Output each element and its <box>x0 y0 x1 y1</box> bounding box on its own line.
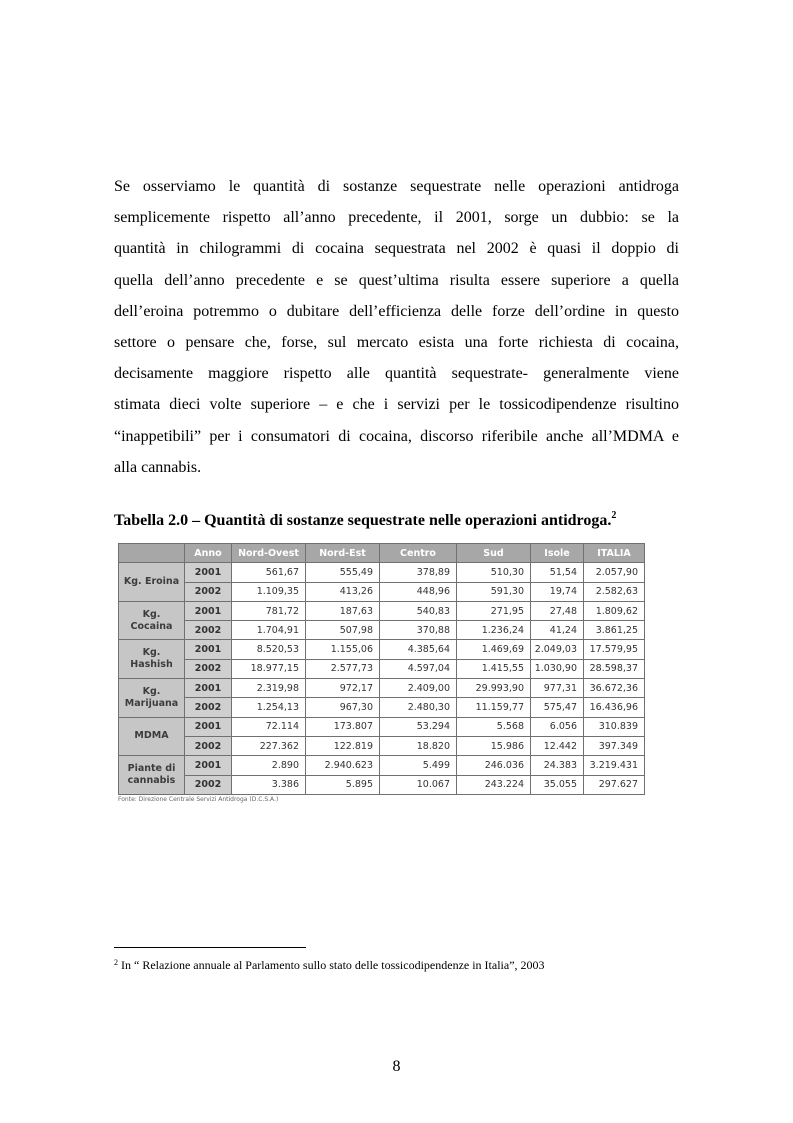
table-cell: 1.236,24 <box>457 621 531 640</box>
table-row <box>119 563 645 582</box>
table-cell: 29.993,90 <box>457 679 531 698</box>
seizures-table <box>118 543 645 795</box>
row-year: 2002 <box>185 621 232 640</box>
footnote-text: In “ Relazione annuale al Parlamento sullo stato delle tossicodipendenze in Italia”, 2003 <box>121 958 545 972</box>
table-cell: 448,96 <box>380 582 457 601</box>
table-cell: 561,67 <box>232 563 306 582</box>
row-category-label: Kg. Eroina <box>119 563 185 602</box>
table-cell: 17.579,95 <box>584 640 645 659</box>
table-cell: 271,95 <box>457 601 531 620</box>
table-cell: 2.319,98 <box>232 679 306 698</box>
table-cell: 243.224 <box>457 775 531 794</box>
table-cell: 8.520,53 <box>232 640 306 659</box>
row-year: 2001 <box>185 640 232 659</box>
table-cell: 5.568 <box>457 717 531 736</box>
table-cell: 378,89 <box>380 563 457 582</box>
table-cell: 1.469,69 <box>457 640 531 659</box>
body-line: quantità in chilogrammi di cocaina sequestrata nel 2002 è quasi il doppio di <box>114 240 679 258</box>
table-cell: 4.385,64 <box>380 640 457 659</box>
row-year: 2002 <box>185 659 232 678</box>
table-cell: 2.480,30 <box>380 698 457 717</box>
footnote-reference[interactable]: 2 <box>611 510 617 521</box>
footnote <box>114 958 545 973</box>
table-cell: 370,88 <box>380 621 457 640</box>
table-row <box>119 717 645 736</box>
column-header-sud: Sud <box>457 544 531 563</box>
column-header-nord-ovest: Nord-Ovest <box>232 544 306 563</box>
table-cell: 12.442 <box>531 736 584 755</box>
table-cell: 19,74 <box>531 582 584 601</box>
table-cell: 3.219.431 <box>584 756 645 775</box>
table-cell: 575,47 <box>531 698 584 717</box>
table-cell: 555,49 <box>306 563 380 582</box>
table-caption <box>114 510 616 530</box>
table-cell: 977,31 <box>531 679 584 698</box>
column-header-isole: Isole <box>531 544 584 563</box>
table-cell: 72.114 <box>232 717 306 736</box>
table-cell: 781,72 <box>232 601 306 620</box>
table-header-row <box>119 544 645 563</box>
column-header-anno: Anno <box>185 544 232 563</box>
table-cell: 18.820 <box>380 736 457 755</box>
row-year: 2001 <box>185 717 232 736</box>
table-cell: 413,26 <box>306 582 380 601</box>
column-header-italia: ITALIA <box>584 544 645 563</box>
table-cell: 41,24 <box>531 621 584 640</box>
table-cell: 2.940.623 <box>306 756 380 775</box>
table-row <box>119 582 645 601</box>
body-line: dell’eroina potremmo o dubitare dell’efficienza delle forze dell’ordine in questo <box>114 302 679 320</box>
body-line: “inappetibili” per i consumatori di cocaina, discorso riferibile anche all’MDMA e <box>114 427 679 445</box>
table-cell: 36.672,36 <box>584 679 645 698</box>
table-row <box>119 601 645 620</box>
table-cell: 5.895 <box>306 775 380 794</box>
table-cell: 6.056 <box>531 717 584 736</box>
table-cell: 4.597,04 <box>380 659 457 678</box>
row-year: 2002 <box>185 582 232 601</box>
row-category-label: Kg. Cocaina <box>119 601 185 640</box>
row-year: 2002 <box>185 736 232 755</box>
table-cell: 18.977,15 <box>232 659 306 678</box>
footnote-separator <box>114 947 306 948</box>
body-line: quella dell’anno precedente e se quest’ultima risulta essere superiore a quella <box>114 271 679 289</box>
table-cell: 2.049,03 <box>531 640 584 659</box>
table-cell: 2.582,63 <box>584 582 645 601</box>
table-cell: 310.839 <box>584 717 645 736</box>
table-cell: 10.067 <box>380 775 457 794</box>
table-cell: 2.057,90 <box>584 563 645 582</box>
table-cell: 122.819 <box>306 736 380 755</box>
row-year: 2001 <box>185 563 232 582</box>
body-line: settore o pensare che, forse, sul mercato esista una forte richiesta di cocaina, <box>114 333 679 351</box>
body-paragraph <box>114 171 679 483</box>
body-line: alla cannabis. <box>114 458 202 476</box>
table-cell: 591,30 <box>457 582 531 601</box>
table-cell: 1.809,62 <box>584 601 645 620</box>
table-cell: 2.577,73 <box>306 659 380 678</box>
body-line: stimata dieci volte superiore – e che i servizi per le tossicodipendenze risultino <box>114 396 679 414</box>
table-caption-text: Tabella 2.0 – Quantità di sostanze sequestrate nelle operazioni antidroga. <box>114 512 612 529</box>
table-cell: 246.036 <box>457 756 531 775</box>
table-row <box>119 679 645 698</box>
row-category-label: MDMA <box>119 717 185 756</box>
table-cell: 1.030,90 <box>531 659 584 678</box>
column-header-nord-est: Nord-Est <box>306 544 380 563</box>
table-row <box>119 698 645 717</box>
table-cell: 5.499 <box>380 756 457 775</box>
table-cell: 510,30 <box>457 563 531 582</box>
table-cell: 540,83 <box>380 601 457 620</box>
table-cell: 16.436,96 <box>584 698 645 717</box>
table-row <box>119 640 645 659</box>
seizures-table-figure <box>118 543 644 839</box>
table-row <box>119 775 645 794</box>
table-cell: 11.159,77 <box>457 698 531 717</box>
row-category-label: Piante di cannabis <box>119 756 185 795</box>
table-corner-cell <box>119 544 185 563</box>
body-line: semplicemente rispetto all’anno precedente, il 2001, sorge un dubbio: se la <box>114 209 679 227</box>
table-source: Fonte: Direzione Centrale Servizi Antidroga (D.C.S.A.) <box>118 795 279 803</box>
table-row <box>119 756 645 775</box>
table-cell: 53.294 <box>380 717 457 736</box>
table-cell: 3.386 <box>232 775 306 794</box>
table-row <box>119 659 645 678</box>
row-year: 2001 <box>185 679 232 698</box>
table-cell: 24.383 <box>531 756 584 775</box>
table-row <box>119 621 645 640</box>
table-cell: 972,17 <box>306 679 380 698</box>
table-cell: 397.349 <box>584 736 645 755</box>
row-year: 2001 <box>185 601 232 620</box>
table-cell: 35.055 <box>531 775 584 794</box>
table-cell: 2.409,00 <box>380 679 457 698</box>
table-cell: 187,63 <box>306 601 380 620</box>
row-year: 2001 <box>185 756 232 775</box>
table-cell: 1.155,06 <box>306 640 380 659</box>
footnote-number: 2 <box>114 958 118 967</box>
row-category-label: Kg. Hashish <box>119 640 185 679</box>
table-cell: 227.362 <box>232 736 306 755</box>
table-cell: 1.704,91 <box>232 621 306 640</box>
table-cell: 1.109,35 <box>232 582 306 601</box>
table-cell: 507,98 <box>306 621 380 640</box>
table-cell: 3.861,25 <box>584 621 645 640</box>
row-year: 2002 <box>185 698 232 717</box>
table-cell: 15.986 <box>457 736 531 755</box>
table-cell: 1.415,55 <box>457 659 531 678</box>
table-body <box>119 563 645 795</box>
table-cell: 297.627 <box>584 775 645 794</box>
table-cell: 1.254,13 <box>232 698 306 717</box>
body-line: decisamente maggiore rispetto alle quantità sequestrate- generalmente viene <box>114 365 679 383</box>
body-line: Se osserviamo le quantità di sostanze sequestrate nelle operazioni antidroga <box>114 178 679 195</box>
row-category-label: Kg. Marijuana <box>119 679 185 718</box>
table-cell: 28.598,37 <box>584 659 645 678</box>
column-header-centro: Centro <box>380 544 457 563</box>
table-row <box>119 736 645 755</box>
table-cell: 2.890 <box>232 756 306 775</box>
table-cell: 27,48 <box>531 601 584 620</box>
table-cell: 967,30 <box>306 698 380 717</box>
table-cell: 173.807 <box>306 717 380 736</box>
row-year: 2002 <box>185 775 232 794</box>
page-number: 8 <box>392 1058 401 1075</box>
table-cell: 51,54 <box>531 563 584 582</box>
